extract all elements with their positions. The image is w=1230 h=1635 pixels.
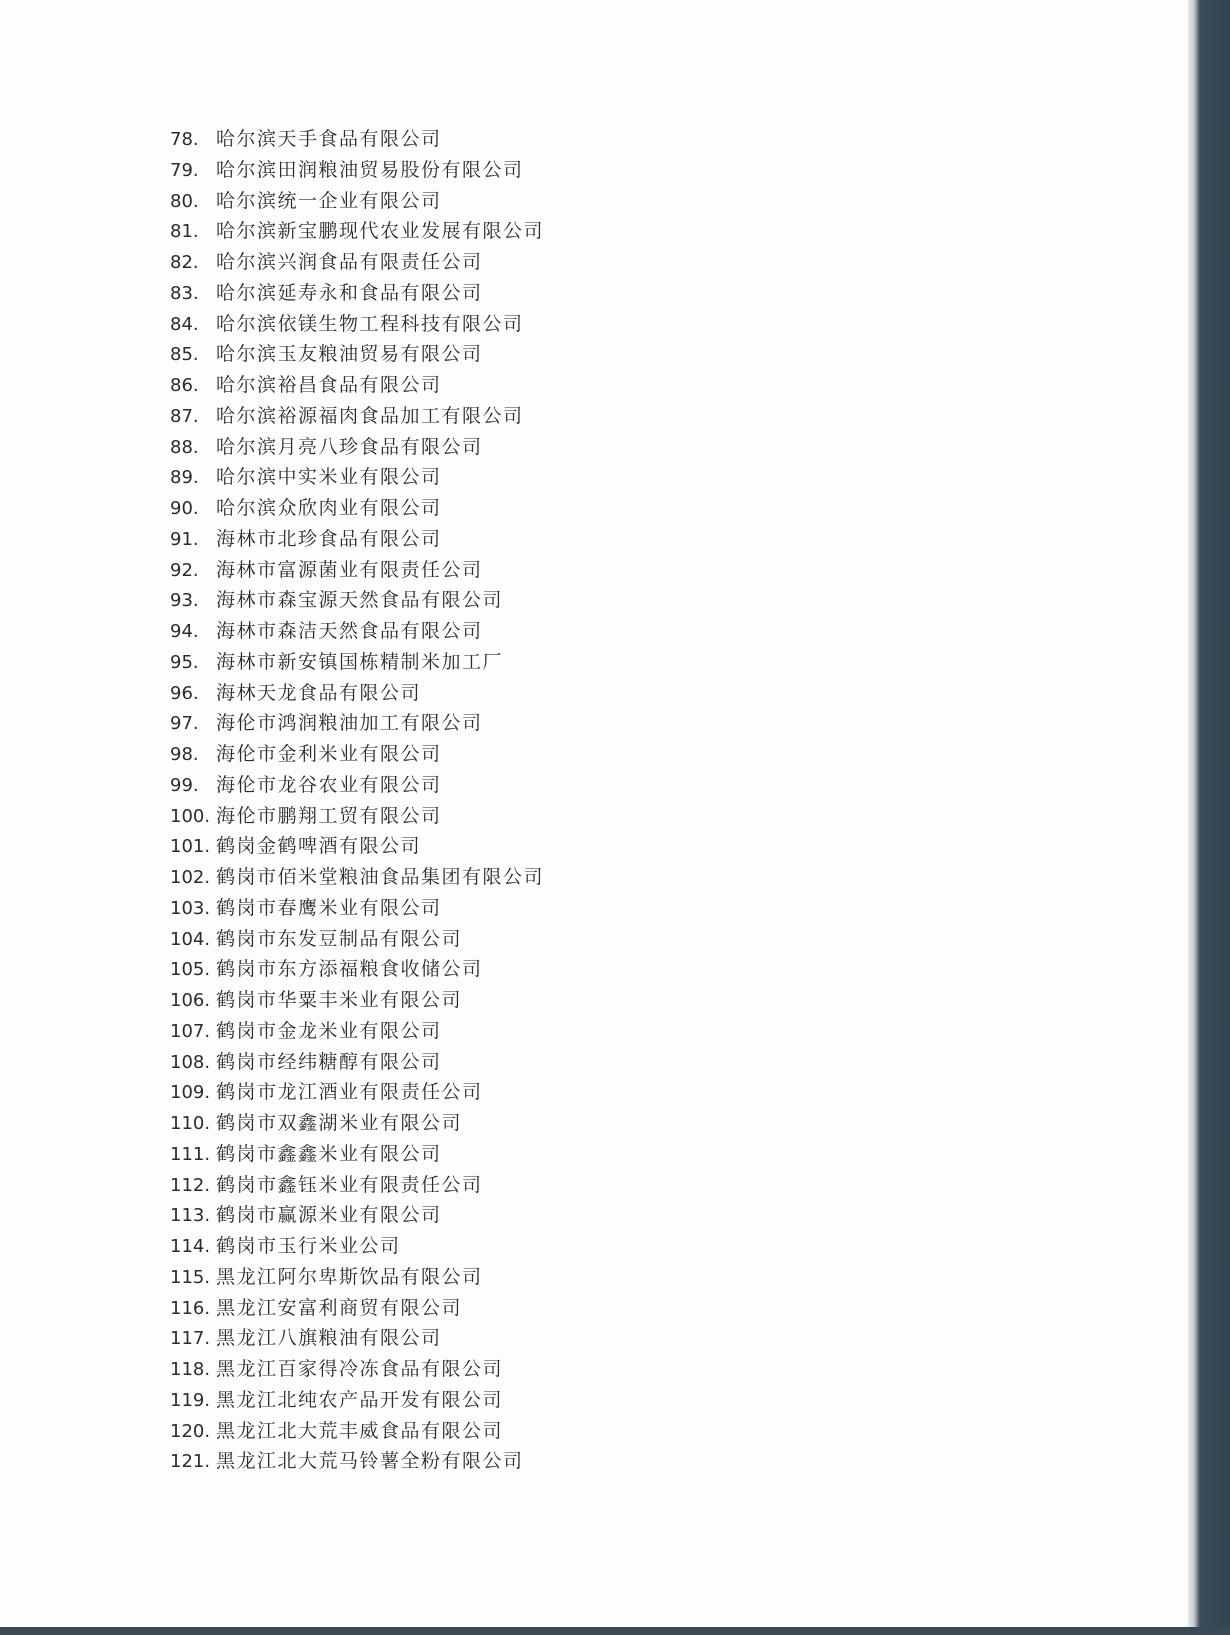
list-item xyxy=(170,1416,544,1447)
company-name: 海林市新安镇国栋精制米加工厂 xyxy=(216,650,504,673)
list-item xyxy=(170,1108,544,1139)
item-number: 91. xyxy=(170,528,199,550)
list-item xyxy=(170,585,544,616)
list-item xyxy=(170,616,544,647)
company-name: 哈尔滨兴润食品有限责任公司 xyxy=(216,251,483,273)
item-number: 98. xyxy=(170,744,199,765)
item-number: 107. xyxy=(170,1020,211,1042)
company-name: 鹤岗市经纬糖醇有限公司 xyxy=(216,1050,442,1073)
item-number: 110. xyxy=(170,1113,211,1134)
scan-border-bottom xyxy=(0,1627,1230,1635)
list-item xyxy=(170,1231,544,1262)
list-item xyxy=(170,1262,544,1293)
company-name: 鹤岗市龙江酒业有限责任公司 xyxy=(216,1081,483,1104)
list-item xyxy=(170,924,544,955)
item-number: 81. xyxy=(170,221,199,243)
item-number: 78. xyxy=(170,129,199,150)
item-number: 94. xyxy=(170,621,199,642)
item-number: 102. xyxy=(170,867,211,888)
company-name: 哈尔滨统一企业有限公司 xyxy=(216,189,442,212)
item-number: 82. xyxy=(170,252,199,273)
list-item xyxy=(170,985,544,1016)
list-item xyxy=(170,1323,544,1354)
item-number: 88. xyxy=(170,436,199,458)
list-item xyxy=(170,247,544,278)
list-item xyxy=(170,893,544,924)
company-name: 黑龙江北大荒丰威食品有限公司 xyxy=(216,1419,504,1442)
item-number: 83. xyxy=(170,282,199,304)
list-item xyxy=(170,1446,544,1477)
item-number: 90. xyxy=(170,498,199,519)
item-number: 80. xyxy=(170,190,199,212)
item-number: 96. xyxy=(170,682,199,704)
list-item xyxy=(170,401,544,432)
item-number: 117. xyxy=(170,1328,211,1350)
item-number: 120. xyxy=(170,1420,211,1442)
list-item xyxy=(170,1016,544,1047)
company-name: 鹤岗市鑫钰米业有限责任公司 xyxy=(216,1173,483,1196)
company-name: 海伦市鸿润粮油加工有限公司 xyxy=(216,712,483,735)
item-number: 108. xyxy=(170,1051,211,1073)
list-item xyxy=(170,1077,544,1108)
list-item xyxy=(170,155,544,186)
company-name: 哈尔滨玉友粮油贸易有限公司 xyxy=(216,343,483,366)
company-name: 黑龙江北纯农产品开发有限公司 xyxy=(216,1388,504,1411)
list-item xyxy=(170,1354,544,1385)
company-name: 黑龙江北大荒马铃薯全粉有限公司 xyxy=(216,1450,524,1473)
item-number: 99. xyxy=(170,774,199,796)
item-number: 112. xyxy=(170,1174,211,1196)
company-name: 鹤岗市赢源米业有限公司 xyxy=(216,1204,442,1227)
list-item xyxy=(170,524,544,555)
list-item xyxy=(170,739,544,770)
item-number: 113. xyxy=(170,1205,211,1227)
item-number: 86. xyxy=(170,375,199,396)
list-item xyxy=(170,1385,544,1416)
company-name: 哈尔滨田润粮油贸易股份有限公司 xyxy=(216,158,524,181)
company-list xyxy=(170,124,544,1477)
list-item xyxy=(170,432,544,463)
company-name: 鹤岗市金龙米业有限公司 xyxy=(216,1019,442,1042)
list-item xyxy=(170,770,544,801)
company-name: 海林市富源菌业有限责任公司 xyxy=(216,558,483,581)
list-item xyxy=(170,647,544,678)
list-item xyxy=(170,216,544,247)
item-number: 111. xyxy=(170,1143,211,1165)
company-name: 鹤岗市华粟丰米业有限公司 xyxy=(216,989,463,1011)
list-item xyxy=(170,186,544,217)
item-number: 100. xyxy=(170,805,211,827)
company-name: 鹤岗市鑫鑫米业有限公司 xyxy=(216,1142,442,1165)
item-number: 79. xyxy=(170,159,199,181)
list-item xyxy=(170,1200,544,1231)
item-number: 114. xyxy=(170,1236,211,1257)
company-name: 黑龙江安富利商贸有限公司 xyxy=(216,1296,463,1319)
list-item xyxy=(170,708,544,739)
company-name: 哈尔滨众欣肉业有限公司 xyxy=(216,497,442,519)
company-name: 哈尔滨裕昌食品有限公司 xyxy=(216,374,442,396)
item-number: 101. xyxy=(170,836,211,858)
list-item xyxy=(170,1139,544,1170)
company-name: 哈尔滨月亮八珍食品有限公司 xyxy=(216,435,483,458)
item-number: 89. xyxy=(170,467,199,489)
item-number: 116. xyxy=(170,1297,211,1319)
company-name: 海林市森洁天然食品有限公司 xyxy=(216,620,483,642)
item-number: 85. xyxy=(170,344,199,366)
list-item xyxy=(170,462,544,493)
list-item xyxy=(170,954,544,985)
item-number: 95. xyxy=(170,651,199,673)
list-item xyxy=(170,278,544,309)
company-name: 鹤岗市玉行米业公司 xyxy=(216,1235,401,1257)
company-name: 哈尔滨延寿永和食品有限公司 xyxy=(216,281,483,304)
list-item xyxy=(170,862,544,893)
item-number: 105. xyxy=(170,959,211,981)
list-item xyxy=(170,801,544,832)
item-number: 119. xyxy=(170,1389,211,1411)
company-name: 鹤岗市佰米堂粮油食品集团有限公司 xyxy=(216,866,545,888)
company-name: 鹤岗市春鹰米业有限公司 xyxy=(216,896,442,919)
list-item xyxy=(170,1293,544,1324)
company-name: 鹤岗市东发豆制品有限公司 xyxy=(216,927,463,950)
list-item xyxy=(170,309,544,340)
item-number: 84. xyxy=(170,313,199,335)
item-number: 103. xyxy=(170,897,211,919)
item-number: 92. xyxy=(170,559,199,581)
item-number: 115. xyxy=(170,1266,211,1288)
company-name: 黑龙江阿尔卑斯饮品有限公司 xyxy=(216,1265,483,1288)
item-number: 87. xyxy=(170,405,199,427)
item-number: 93. xyxy=(170,590,199,612)
company-name: 哈尔滨天手食品有限公司 xyxy=(216,128,442,150)
company-name: 鹤岗金鹤啤酒有限公司 xyxy=(216,835,422,858)
list-item xyxy=(170,339,544,370)
list-item xyxy=(170,678,544,709)
company-name: 海林天龙食品有限公司 xyxy=(216,681,422,704)
company-name: 黑龙江百家得冷冻食品有限公司 xyxy=(216,1358,504,1380)
list-item xyxy=(170,831,544,862)
item-number: 109. xyxy=(170,1082,211,1104)
list-item xyxy=(170,555,544,586)
item-number: 104. xyxy=(170,928,211,950)
scan-border-right xyxy=(1188,0,1230,1635)
item-number: 106. xyxy=(170,990,211,1011)
list-item xyxy=(170,370,544,401)
company-name: 哈尔滨中实米业有限公司 xyxy=(216,466,442,489)
company-name: 海伦市龙谷农业有限公司 xyxy=(216,773,442,796)
list-item xyxy=(170,493,544,524)
company-name: 海林市森宝源天然食品有限公司 xyxy=(216,589,504,612)
item-number: 121. xyxy=(170,1451,211,1473)
company-name: 海伦市金利米业有限公司 xyxy=(216,743,442,765)
company-name: 黑龙江八旗粮油有限公司 xyxy=(216,1327,442,1350)
item-number: 97. xyxy=(170,713,199,735)
company-name: 鹤岗市东方添福粮食收储公司 xyxy=(216,958,483,981)
item-number: 118. xyxy=(170,1359,211,1380)
list-item xyxy=(170,1170,544,1201)
list-item xyxy=(170,124,544,155)
company-name: 哈尔滨依镁生物工程科技有限公司 xyxy=(216,312,524,335)
company-name: 哈尔滨新宝鹏现代农业发展有限公司 xyxy=(216,220,545,243)
company-name: 海伦市鹏翔工贸有限公司 xyxy=(216,804,442,827)
company-name: 鹤岗市双鑫湖米业有限公司 xyxy=(216,1112,463,1134)
company-name: 海林市北珍食品有限公司 xyxy=(216,527,442,550)
company-name: 哈尔滨裕源福肉食品加工有限公司 xyxy=(216,404,524,427)
list-item xyxy=(170,1047,544,1078)
